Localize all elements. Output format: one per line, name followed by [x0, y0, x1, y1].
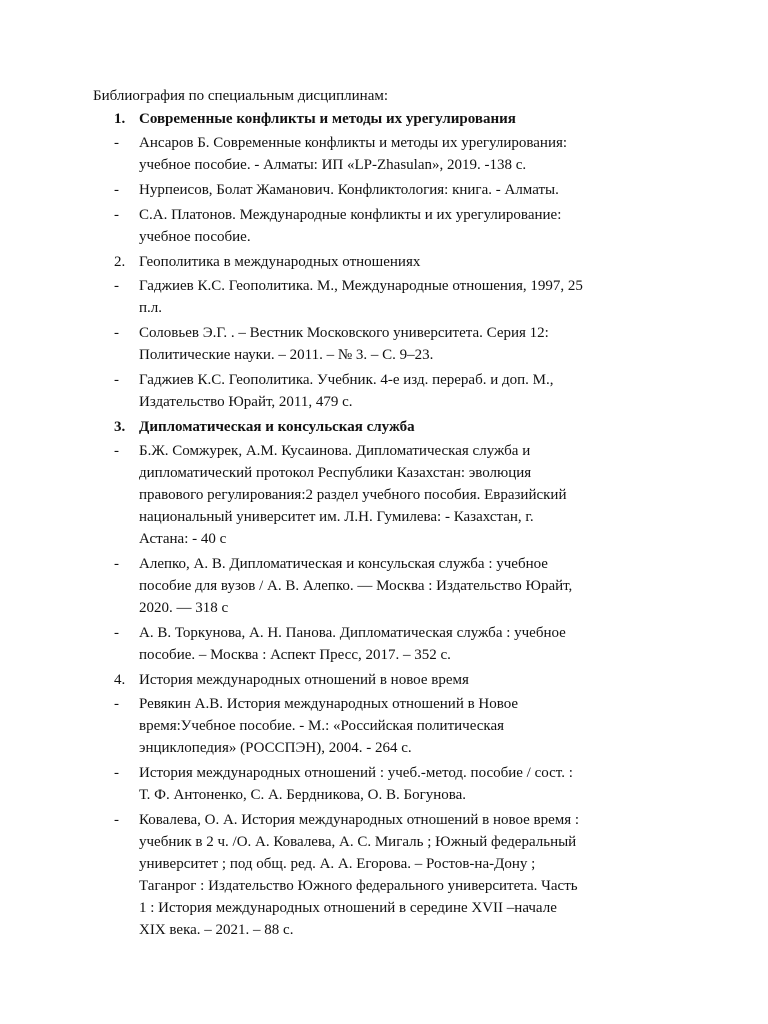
bullet-dash: -	[114, 372, 119, 388]
bibliography-entry	[114, 762, 684, 806]
entry-line: учебное пособие. - Алматы: ИП «LP-Zhasulan», 2019. -138 с.	[139, 157, 527, 173]
bullet-dash: -	[114, 207, 119, 223]
section-title: Геополитика в международных отношениях	[139, 254, 421, 270]
entry-line: Соловьев Э.Г. . – Вестник Московского университета. Серия 12:	[139, 325, 549, 341]
entry-line: Б.Ж. Сомжурек, А.М. Кусаинова. Дипломатическая служба и	[139, 443, 531, 459]
entry-line: 2020. — 318 с	[139, 600, 229, 616]
section-title: Дипломатическая и консульская служба	[139, 419, 415, 435]
bibliography-entry	[114, 693, 684, 759]
entry-line: Издательство Юрайт, 2011, 479 с.	[139, 394, 353, 410]
bullet-dash: -	[114, 812, 119, 828]
entry-text	[139, 809, 684, 941]
entry-line: XIX века. – 2021. – 88 с.	[139, 922, 294, 938]
entry-text	[139, 622, 684, 666]
entry-line: А. В. Торкунова, А. Н. Панова. Дипломатическая служба : учебное	[139, 625, 566, 641]
bibliography-entry	[114, 179, 684, 201]
bibliography-entry	[114, 369, 684, 413]
bibliography-entry	[114, 275, 684, 319]
section-heading	[114, 416, 684, 438]
bullet-dash: -	[114, 556, 119, 572]
section-title: История международных отношений в новое время	[139, 672, 469, 688]
bibliography-entry	[114, 132, 684, 176]
entry-line: Гаджиев К.С. Геополитика. Учебник. 4-е изд. перераб. и доп. М.,	[139, 372, 554, 388]
entry-text	[139, 553, 684, 619]
entry-line: учебник в 2 ч. /О. А. Ковалева, А. С. Мигаль ; Южный федеральный	[139, 834, 577, 850]
bullet-dash: -	[114, 696, 119, 712]
entry-line: Ревякин А.В. История международных отношений в Новое	[139, 696, 519, 712]
bullet-dash: -	[114, 443, 119, 459]
section-heading	[114, 251, 684, 273]
entry-text	[139, 275, 684, 319]
entry-line: С.А. Платонов. Международные конфликты и их урегулирование:	[139, 207, 562, 223]
entry-line: История международных отношений : учеб.-метод. пособие / сост. :	[139, 765, 573, 781]
section-title: Современные конфликты и методы их урегулирования	[139, 111, 516, 127]
entry-text	[139, 762, 684, 806]
entry-line: время:Учебное пособие. - М.: «Российская политическая	[139, 718, 505, 734]
entry-line: Т. Ф. Антоненко, С. А. Бердникова, О. В. Богунова.	[139, 787, 467, 803]
bullet-dash: -	[114, 625, 119, 641]
entry-line: пособие для вузов / А. В. Алепко. — Москва : Издательство Юрайт,	[139, 578, 573, 594]
section-number: 3.	[114, 419, 126, 435]
entry-line: Таганрог : Издательство Южного федерального университета. Часть	[139, 878, 578, 894]
entry-line: Нурпеисов, Болат Жаманович. Конфликтология: книга. - Алматы.	[139, 182, 559, 198]
entry-line: учебное пособие.	[139, 229, 251, 245]
bibliography-entry	[114, 622, 684, 666]
bibliography-entry	[114, 440, 684, 550]
entry-text	[139, 322, 684, 366]
section-number: 1.	[114, 111, 126, 127]
entry-text	[139, 369, 684, 413]
entry-text	[139, 179, 684, 201]
bullet-dash: -	[114, 182, 119, 198]
entry-line: Ковалева, О. А. История международных отношений в новое время :	[139, 812, 580, 828]
bullet-dash: -	[114, 278, 119, 294]
entry-text	[139, 204, 684, 248]
bullet-dash: -	[114, 765, 119, 781]
entry-line: Астана: - 40 с	[139, 531, 227, 547]
section-heading	[114, 669, 684, 691]
entry-text	[139, 132, 684, 176]
entry-text	[139, 440, 684, 550]
bibliography-entry	[114, 204, 684, 248]
entry-text	[139, 693, 684, 759]
entry-line: университет ; под общ. ред. А. А. Егорова. – Ростов-на-Дону ;	[139, 856, 536, 872]
entry-line: Гаджиев К.С. Геополитика. М., Международные отношения, 1997, 25	[139, 278, 583, 294]
bibliography-entry	[114, 322, 684, 366]
bibliography-entry	[114, 553, 684, 619]
document-intro: Библиография по специальным дисциплинам:	[93, 88, 389, 104]
section-number: 4.	[114, 672, 126, 688]
entry-line: Политические науки. – 2011. – № 3. – С. 9–23.	[139, 347, 434, 363]
entry-line: правового регулирования:2 раздел учебного пособия. Евразийский	[139, 487, 567, 503]
bullet-dash: -	[114, 325, 119, 341]
entry-line: п.л.	[139, 300, 163, 316]
entry-line: Алепко, А. В. Дипломатическая и консульская служба : учебное	[139, 556, 548, 572]
bibliography-entry	[114, 809, 684, 941]
entry-line: национальный университет им. Л.Н. Гумилева: - Казахстан, г.	[139, 509, 534, 525]
entry-line: энциклопедия» (РОССПЭН), 2004. - 264 с.	[139, 740, 412, 756]
section-heading	[114, 108, 684, 130]
entry-line: Ансаров Б. Современные конфликты и методы их урегулирования:	[139, 135, 568, 151]
entry-line: пособие. – Москва : Аспект Пресс, 2017. – 352 с.	[139, 647, 451, 663]
section-number: 2.	[114, 254, 126, 270]
bibliography-list	[114, 108, 684, 944]
entry-line: 1 : История международных отношений в середине XVII –начале	[139, 900, 557, 916]
bullet-dash: -	[114, 135, 119, 151]
entry-line: дипломатический протокол Республики Казахстан: эволюция	[139, 465, 532, 481]
